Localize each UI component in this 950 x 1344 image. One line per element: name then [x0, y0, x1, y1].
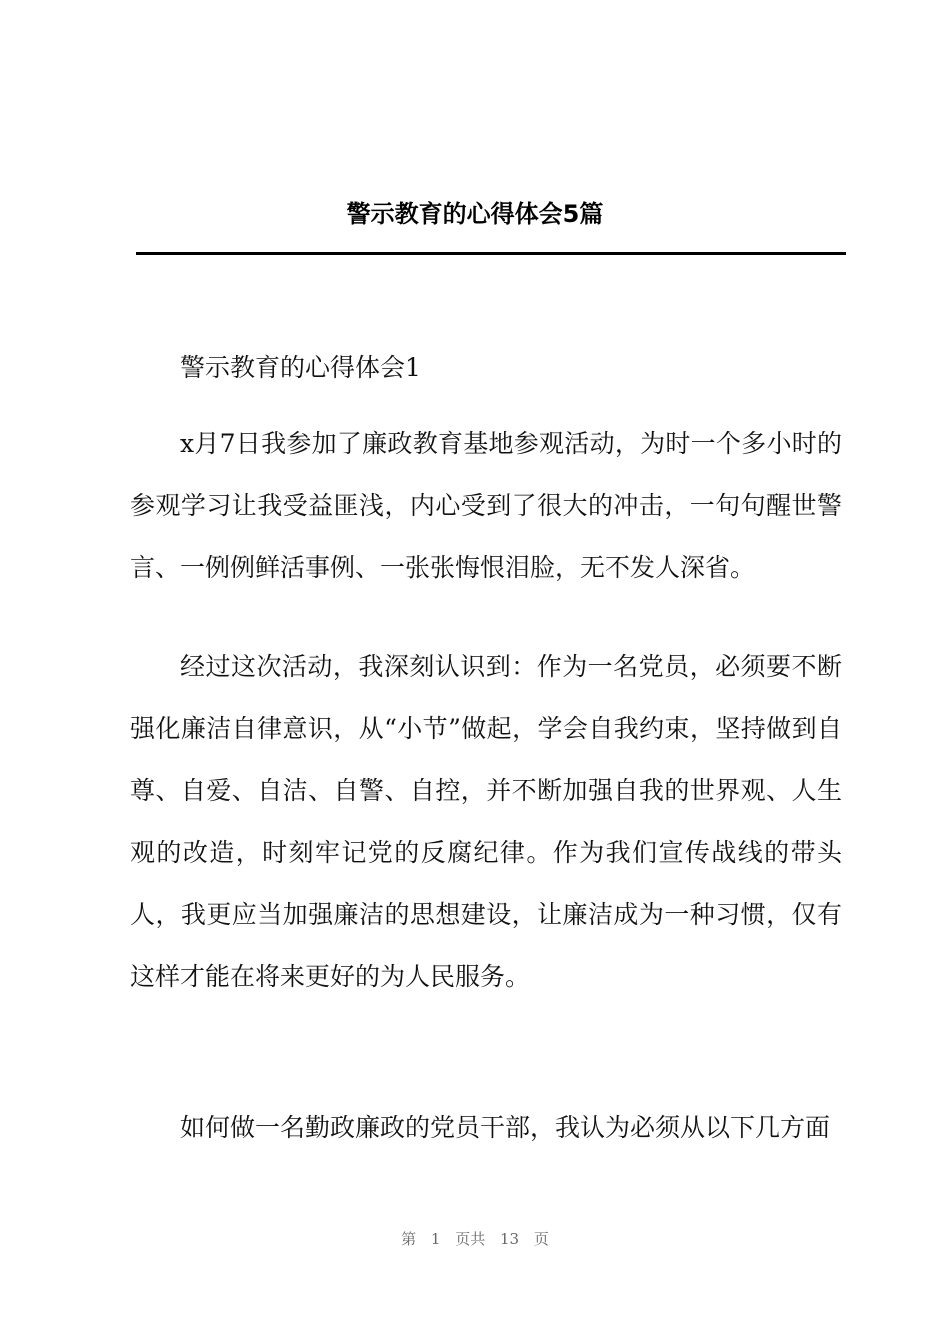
section-heading: 警示教育的心得体会1: [180, 353, 421, 382]
body-paragraph: 如何做一名勤政廉政的党员干部，我认为必须从以下几方面: [180, 1113, 831, 1142]
page-footer: 第 1 页共 13 页: [401, 1230, 549, 1248]
title-rule: [136, 252, 846, 255]
document-title: 警示教育的心得体会5篇: [346, 200, 604, 228]
body-paragraph: x月7日我参加了廉政教育基地参观活动，为时一个多小时的参观学习让我受益匪浅，内心受到了很大的冲击，一句句醒世警言、一例例鲜活事例、一张张悔恨泪脸，无不发人深省。: [130, 429, 842, 582]
body-paragraph: 经过这次活动，我深刻认识到：作为一名党员，必须要不断强化廉洁自律意识，从“小节”做起，学会自我约束，坚持做到自尊、自爱、自洁、自警、自控，并不断加强自我的世界观、人生观的改造，时刻牢记党的反腐纪律。作为我们宣传战线的带头人，我更应当加强廉洁的思想建设，让廉洁成为一种习惯，仅有这样才能在将来更好的为人民服务。: [130, 652, 842, 991]
